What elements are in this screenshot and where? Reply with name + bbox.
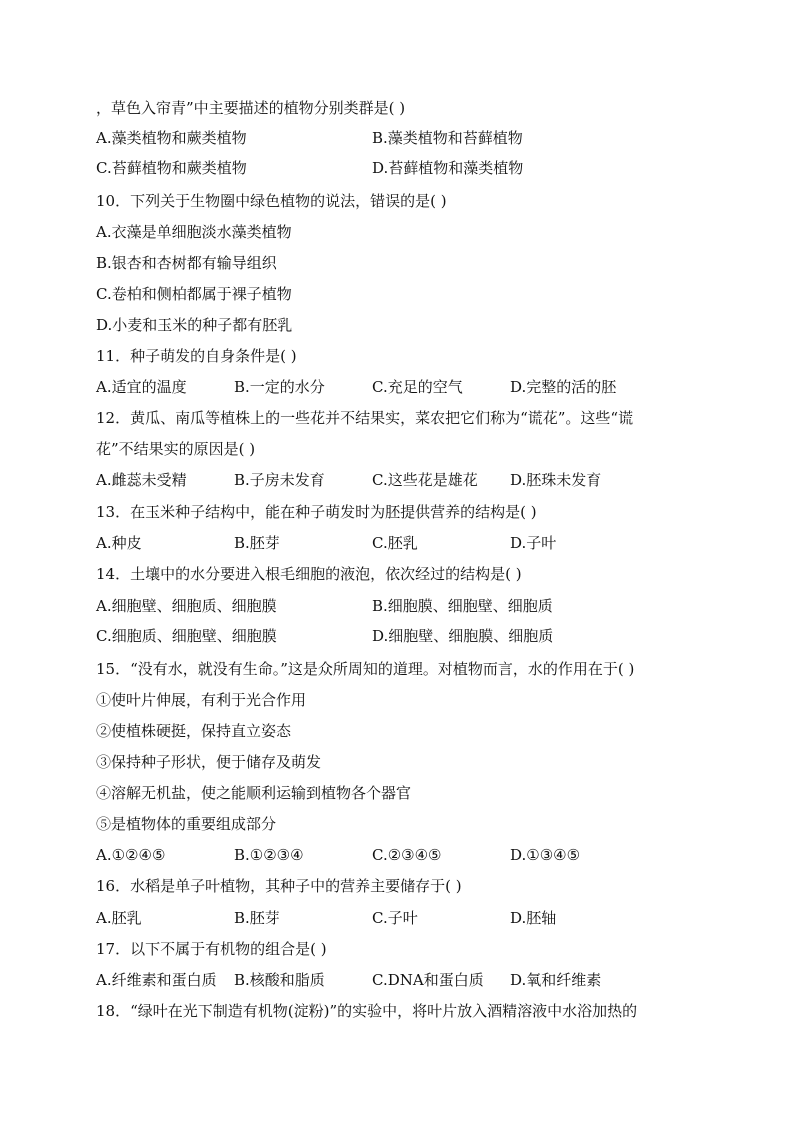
answer-option: D.细胞壁、细胞膜、细胞质 (372, 627, 554, 645)
answer-option: D.胚珠未发育 (510, 471, 602, 489)
answer-option: A.纤维素和蛋白质 (96, 971, 217, 989)
answer-option: A.藻类植物和蕨类植物 (96, 129, 247, 147)
answer-option: B.子房未发育 (234, 471, 325, 489)
text-line: 16．水稻是单子叶植物，其种子中的营养主要储存于( ) (96, 877, 462, 895)
text-line: C.卷柏和侧柏都属于裸子植物 (96, 285, 292, 303)
answer-option: C.细胞质、细胞壁、细胞膜 (96, 627, 277, 645)
answer-option: B.核酸和脂质 (234, 971, 325, 989)
answer-option: B.藻类植物和苔藓植物 (372, 129, 523, 147)
text-line: 10．下列关于生物圈中绿色植物的说法，错误的是( ) (96, 192, 447, 210)
answer-option: C.②③④⑤ (372, 846, 442, 864)
answer-option: C.胚乳 (372, 534, 418, 552)
text-line: 15．“没有水，就没有生命。”这是众所周知的道理。对植物而言，水的作用在于( ) (96, 660, 635, 678)
answer-option: C.苔藓植物和蕨类植物 (96, 159, 247, 177)
answer-option: A.雌蕊未受精 (96, 471, 187, 489)
answer-option: B.胚芽 (234, 534, 280, 552)
text-line: 11．种子萌发的自身条件是( ) (96, 347, 297, 365)
text-line: ⑤是植物体的重要组成部分 (96, 815, 277, 833)
text-line: ③保持种子形状，便于储存及萌发 (96, 753, 322, 771)
text-line: ，草色入帘青”中主要描述的植物分别类群是( ) (96, 99, 406, 117)
text-line: 13．在玉米种子结构中，能在种子萌发时为胚提供营养的结构是( ) (96, 503, 537, 521)
answer-option: A.胚乳 (96, 909, 142, 927)
answer-option: A.细胞壁、细胞质、细胞膜 (96, 597, 277, 615)
text-line: 17．以下不属于有机物的组合是( ) (96, 940, 327, 958)
text-line: B.银杏和杏树都有输导组织 (96, 254, 277, 272)
text-line: ④溶解无机盐，使之能顺利运输到植物各个器官 (96, 784, 412, 802)
text-line: A.衣藻是单细胞淡水藻类植物 (96, 223, 292, 241)
text-line: ①使叶片伸展，有利于光合作用 (96, 691, 307, 709)
answer-option: D.氧和纤维素 (510, 971, 602, 989)
answer-option: D.苔藓植物和藻类植物 (372, 159, 524, 177)
answer-option: A.种皮 (96, 534, 142, 552)
answer-option: C.充足的空气 (372, 378, 463, 396)
answer-option: A.适宜的温度 (96, 378, 187, 396)
answer-option: C.子叶 (372, 909, 418, 927)
answer-option: D.①③④⑤ (510, 846, 581, 864)
text-line: D.小麦和玉米的种子都有胚乳 (96, 316, 293, 334)
text-line: ②使植株硬挺，保持直立姿态 (96, 722, 292, 740)
answer-option: D.子叶 (510, 534, 557, 552)
answer-option: B.细胞膜、细胞壁、细胞质 (372, 597, 553, 615)
answer-option: A.①②④⑤ (96, 846, 166, 864)
answer-option: B.①②③④ (234, 846, 304, 864)
answer-option: B.一定的水分 (234, 378, 325, 396)
answer-option: C.DNA和蛋白质 (372, 971, 484, 989)
text-line: 花”不结果实的原因是( ) (96, 440, 256, 458)
answer-option: C.这些花是雄花 (372, 471, 478, 489)
answer-option: D.完整的活的胚 (510, 378, 617, 396)
text-line: 12．黄瓜、南瓜等植株上的一些花并不结果实，菜农把它们称为“谎花”。这些“谎 (96, 409, 634, 427)
text-line: 14．土壤中的水分要进入根毛细胞的液泡，依次经过的结构是( ) (96, 565, 522, 583)
answer-option: D.胚轴 (510, 909, 557, 927)
answer-option: B.胚芽 (234, 909, 280, 927)
text-line: 18．“绿叶在光下制造有机物(淀粉)”的实验中，将叶片放入酒精溶液中水浴加热的 (96, 1002, 638, 1020)
